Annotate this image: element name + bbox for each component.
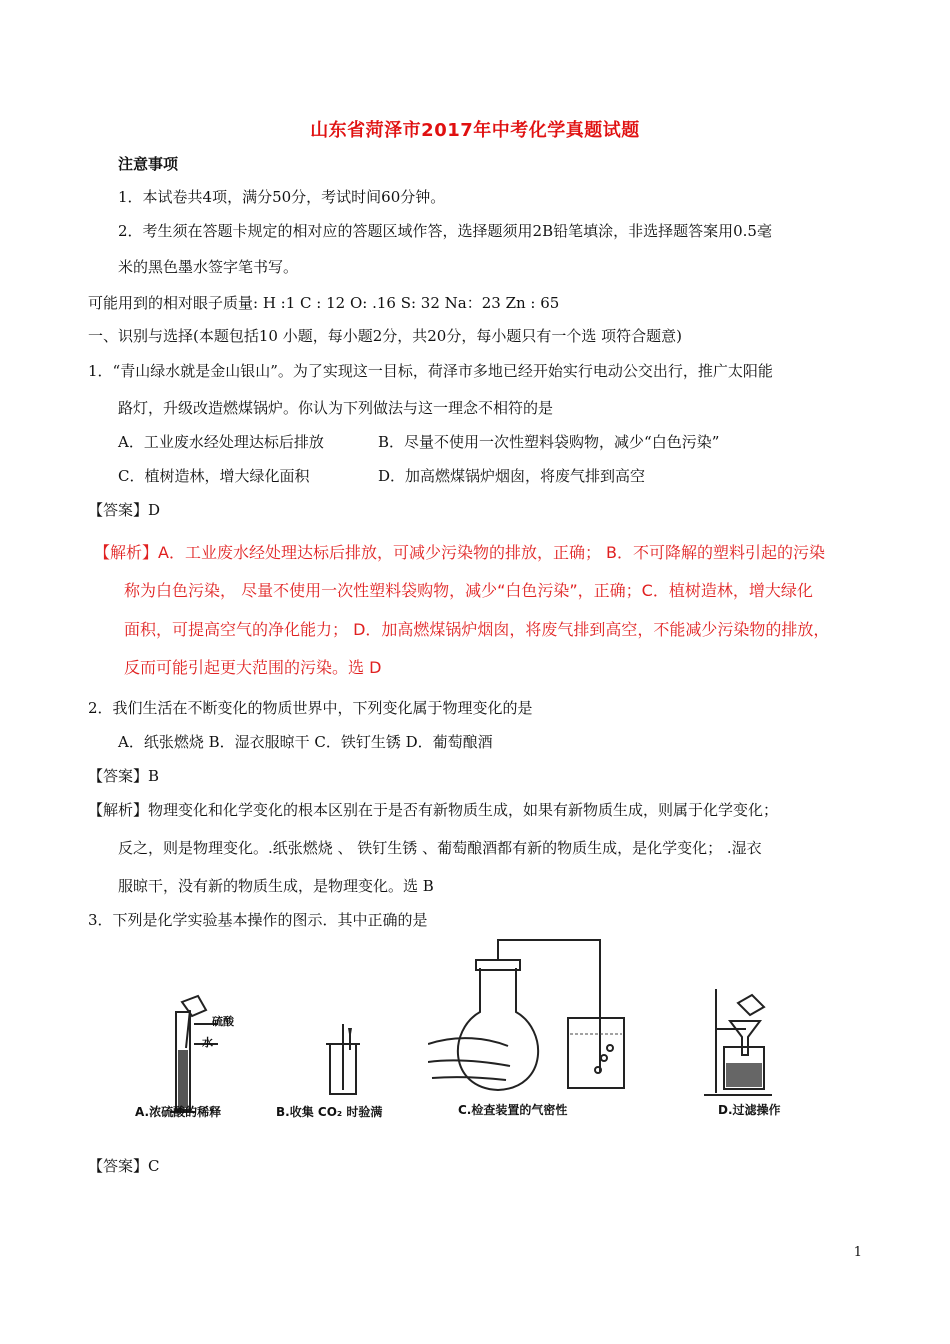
q2-options: A．纸张燃烧 B．湿衣服晾干 C．铁钉生锈 D．葡萄酿酒: [118, 733, 493, 751]
q3-stem: 3．下列是化学实验基本操作的图示．其中正确的是: [88, 911, 428, 929]
q2-explanation-line-2: 反之，则是物理变化。.纸张燃烧 、 铁钉生锈 、葡萄酿酒都有新的物质生成，是化学变化； .湿衣: [118, 839, 762, 857]
notice-item-1: 1．本试卷共4项，满分50分，考试时间60分钟。: [118, 188, 446, 206]
figure-d-caption: D.过滤操作: [718, 1103, 781, 1117]
notice-item-2-line-1: 2．考生须在答题卡规定的相对应的答题区域作答，选择题须用2B铅笔填涂，非选择题答案用0.5毫: [118, 222, 772, 240]
section-heading: 一、识别与选择(本题包括10 小题，每小题2分，共20分，每小题只有一个选 项符合题意): [88, 327, 682, 345]
q3-answer: 【答案】C: [88, 1157, 160, 1175]
atomic-masses: 可能用到的相对眼子质量: H :1 C : 12 O: .16 S: 32 Na：23 Zn : 65: [88, 294, 560, 312]
notice-item-2-line-2: 米的黑色墨水签字笔书写。: [118, 258, 299, 276]
q1-option-a: A．工业废水经处理达标后排放: [118, 433, 324, 451]
figure-b-caption: B.收集 CO₂ 时验满: [276, 1105, 383, 1119]
q1-explanation-line-3: 面积，可提高空气的净化能力； D．加高燃煤锅炉烟囱，将废气排到高空，不能减少污染物的排放，: [124, 620, 830, 639]
q1-option-d: D．加高燃煤锅炉烟囱，将废气排到高空: [378, 467, 646, 485]
notice-heading: 注意事项: [118, 155, 179, 173]
figure-a-acid-dilution: [160, 990, 250, 1120]
figure-d-filtration: [690, 985, 780, 1105]
page-title: 山东省菏泽市2017年中考化学真题试题: [310, 120, 640, 141]
figure-a-caption: A.浓硫酸的稀释: [135, 1105, 222, 1119]
figure-b-co2-collection: [318, 1020, 378, 1110]
q2-stem: 2．我们生活在不断变化的物质世界中，下列变化属于物理变化的是: [88, 699, 533, 717]
q1-stem-line-2: 路灯，升级改造燃煤锅炉。你认为下列做法与这一理念不相符的是: [118, 399, 554, 417]
figure-c-caption: C.检查装置的气密性: [458, 1103, 568, 1117]
figure-a-water-label: 水: [202, 1036, 213, 1049]
q1-option-c: C．植树造林，增大绿化面积: [118, 467, 310, 485]
q1-stem-line-1: 1．“青山绿水就是金山银山”。为了实现这一目标，荷泽市多地已经开始实行电动公交出行，推广太阳能: [88, 362, 773, 380]
q1-explanation-line-2: 称为白色污染， 尽量不使用一次性塑料袋购物，减少“白色污染”，正确；C．植树造林，增大绿化: [124, 581, 813, 600]
q2-explanation-line-3: 服晾干，没有新的物质生成，是物理变化。选 B: [118, 877, 434, 895]
figure-c-airtightness-check: [428, 938, 628, 1098]
q1-answer: 【答案】D: [88, 501, 161, 519]
figure-a-acid-label: 硫酸: [212, 1015, 234, 1028]
q2-answer: 【答案】B: [88, 767, 160, 785]
page-number: 1: [853, 1245, 862, 1260]
q2-explanation-line-1: 【解析】物理变化和化学变化的根本区别在于是否有新物质生成，如果有新物质生成，则属于化学变化；: [88, 801, 779, 819]
q1-explanation-line-4: 反而可能引起更大范围的污染。选 D: [124, 658, 382, 677]
q1-explanation-line-1: 【解析】A．工业废水经处理达标后排放，可减少污染物的排放，正确； B．不可降解的塑料引起的污染: [94, 543, 826, 562]
q1-option-b: B．尽量不使用一次性塑料袋购物，减少“白色污染”: [378, 433, 720, 451]
